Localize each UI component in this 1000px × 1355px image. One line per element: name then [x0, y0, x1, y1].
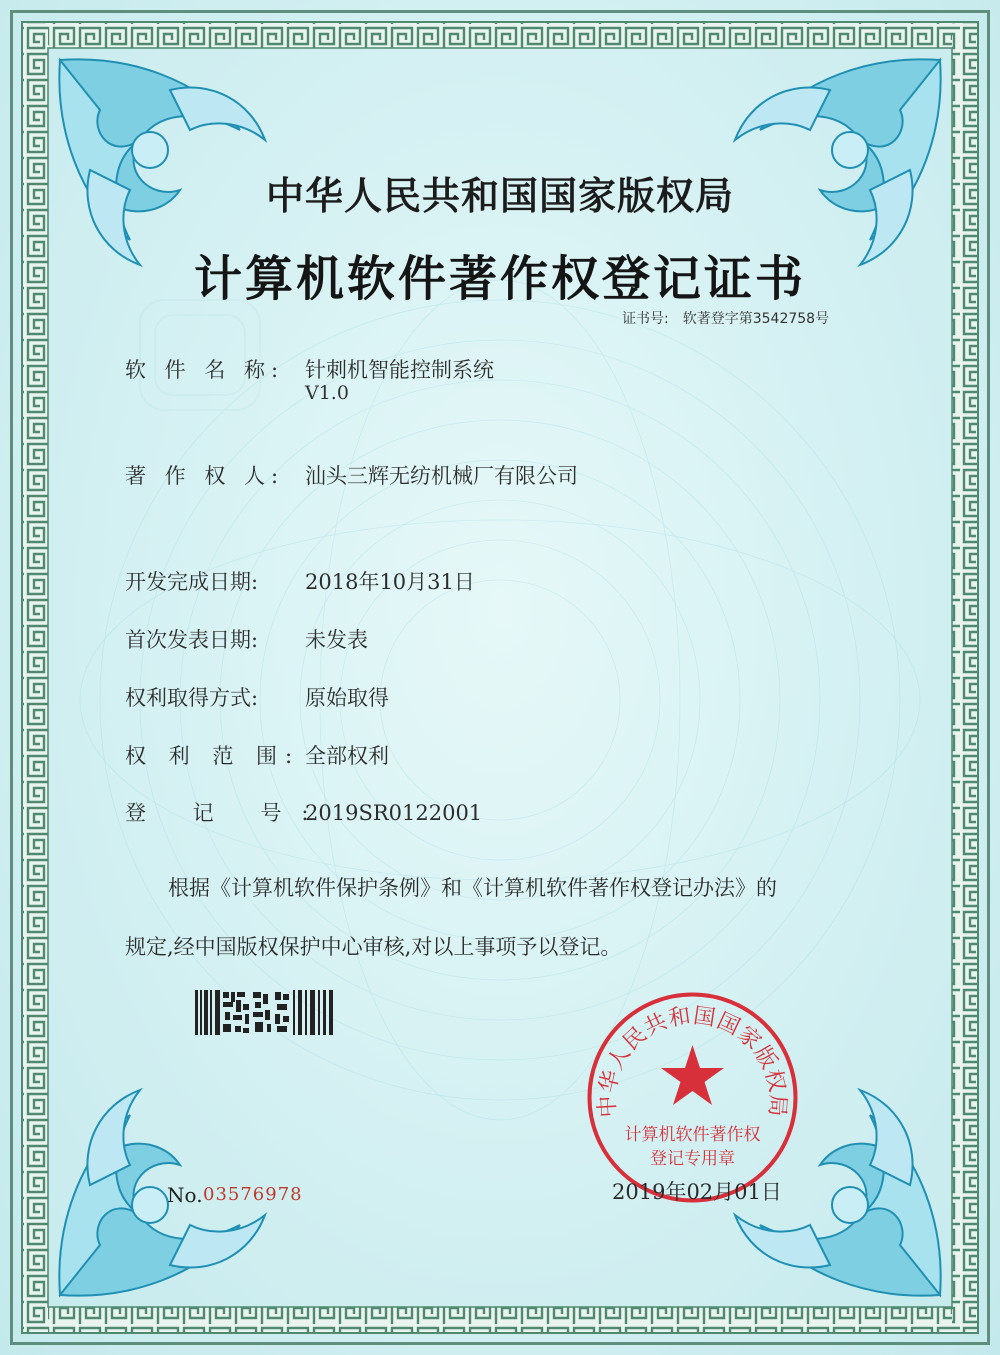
certificate-number-value: 软著登字第3542758号 — [682, 311, 830, 327]
field-software-name — [125, 354, 494, 384]
field-label: 开发完成日期: — [125, 570, 259, 594]
field-rights-acquisition-method — [125, 682, 389, 712]
field-rights-scope — [125, 740, 389, 770]
field-development-completion-date — [125, 566, 475, 596]
field-label: 权利取得方式: — [125, 686, 259, 710]
field-registration-number — [125, 797, 482, 827]
field-value: 2018年10月31日 — [305, 570, 475, 594]
field-value: 汕头三辉无纺机械厂有限公司 — [305, 464, 578, 488]
seal-inner-line-1: 计算机软件著作权 — [624, 1125, 761, 1145]
field-label: 软 件 名 称: — [125, 358, 285, 382]
serial-number-value: 03576978 — [203, 1184, 303, 1205]
certificate-number — [622, 308, 829, 328]
field-label: 权 利 范 围: — [125, 744, 301, 768]
software-version: V1.0 — [305, 382, 349, 404]
field-value: 原始取得 — [305, 686, 389, 710]
field-value: 全部权利 — [305, 744, 389, 768]
statement-line-1: 根据《计算机软件保护条例》和《计算机软件著作权登记办法》的 — [168, 876, 777, 900]
seal-outer-text: 中华人民共和国国家版权局 — [595, 1003, 790, 1119]
field-label: 登 记 号: — [125, 801, 329, 825]
field-copyright-owner — [125, 460, 578, 490]
issue-date: 2019年02月01日 — [612, 1180, 782, 1204]
certificate-number-label: 证书号: — [622, 311, 669, 327]
official-seal — [585, 990, 800, 1205]
field-value: 2019SR0122001 — [305, 801, 483, 825]
field-value: 未发表 — [305, 628, 368, 652]
field-first-publication-date — [125, 624, 368, 654]
certificate-title: 计算机软件著作权登记证书 — [193, 251, 806, 307]
barcode — [195, 990, 335, 1035]
seal-inner-line-2: 登记专用章 — [650, 1149, 735, 1169]
statement-line-2: 规定,经中国版权保护中心审核,对以上事项予以登记。 — [125, 935, 622, 959]
field-value: 针刺机智能控制系统 — [305, 358, 494, 382]
issuing-authority-title: 中华人民共和国国家版权局 — [265, 174, 734, 218]
field-label: 首次发表日期: — [125, 628, 259, 652]
field-label: 著 作 权 人: — [125, 464, 285, 488]
serial-number-label: No. — [167, 1183, 203, 1207]
